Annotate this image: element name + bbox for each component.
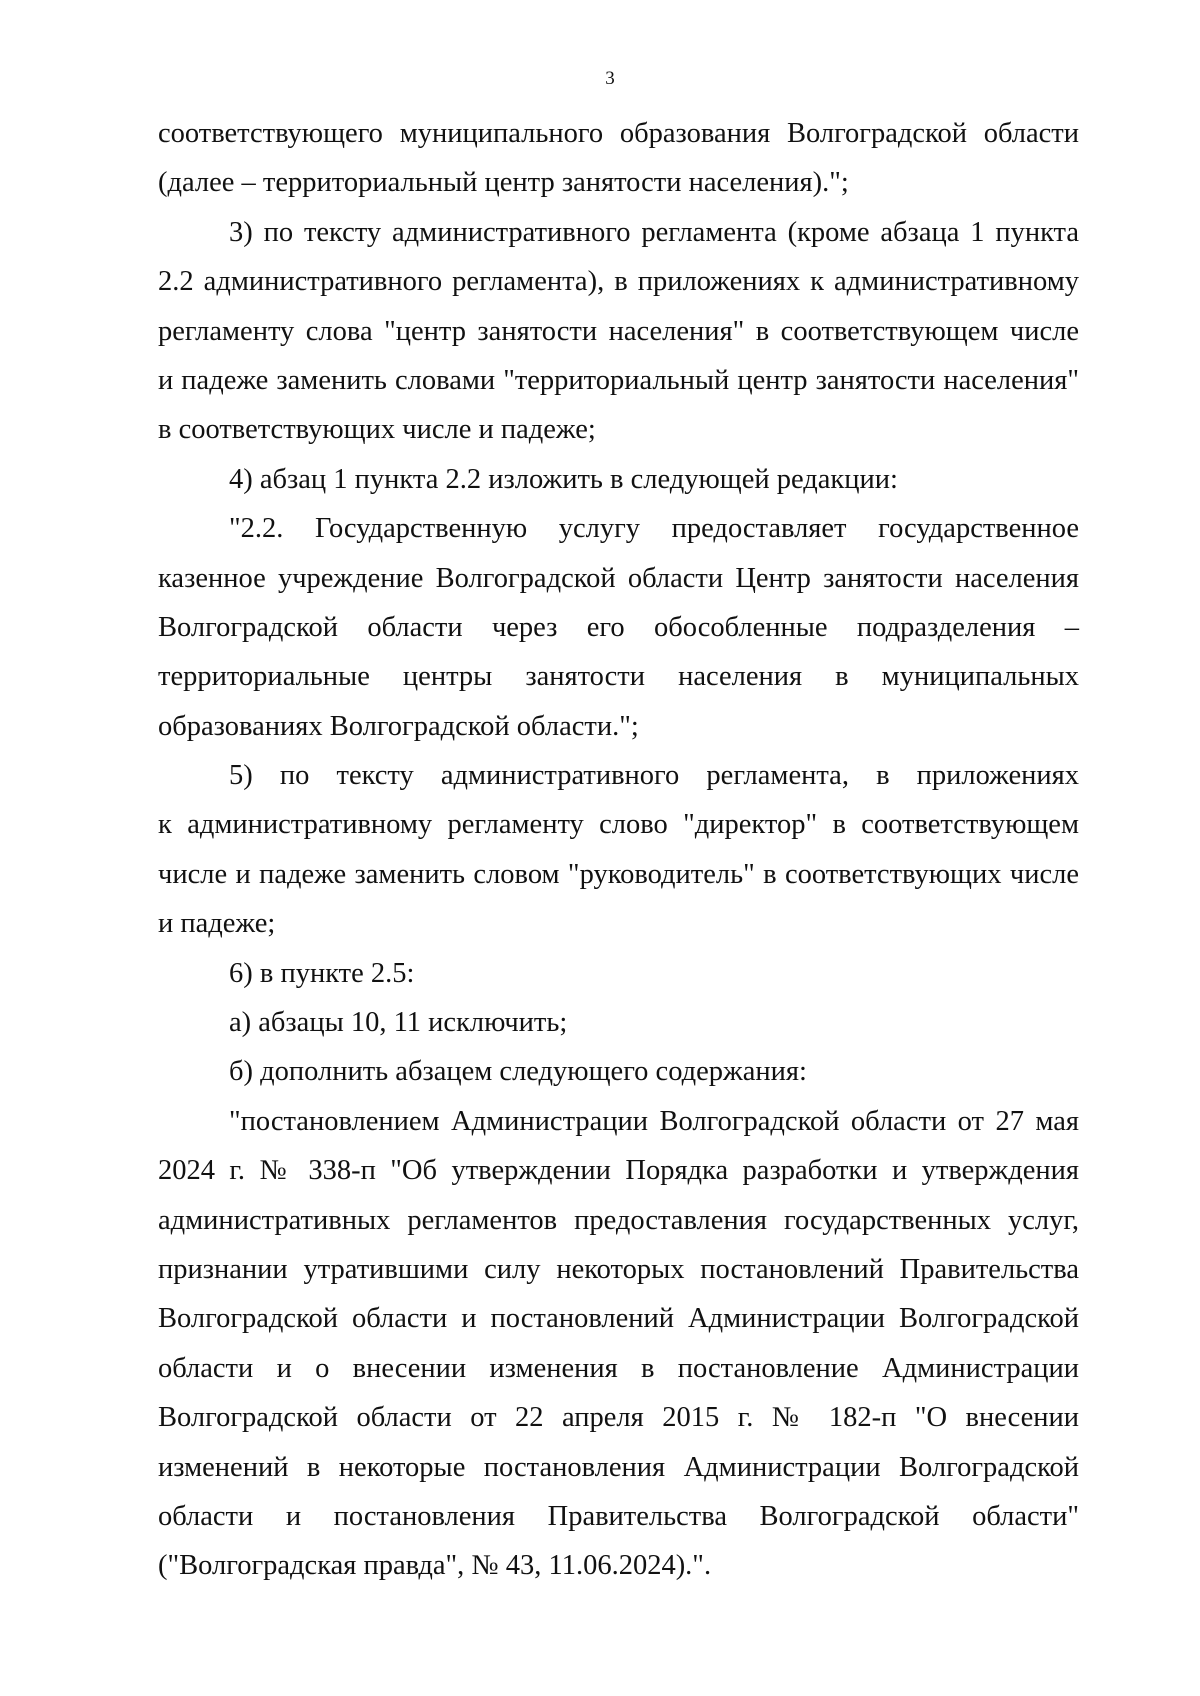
text-line: области и постановления Правительства Волгоградской области" bbox=[158, 1500, 1079, 1532]
text-line: и падеже; bbox=[158, 908, 276, 940]
text-line: Волгоградской области через его обособленные подразделения – bbox=[158, 611, 1079, 643]
text-line: в соответствующих числе и падеже; bbox=[158, 414, 596, 446]
page-number: 3 bbox=[605, 68, 615, 89]
text-line: 6) в пункте 2.5: bbox=[229, 957, 415, 989]
text-line: (далее – территориальный центр занятости населения)."; bbox=[158, 167, 849, 199]
text-line: изменений в некоторые постановления Администрации Волгоградской bbox=[158, 1451, 1079, 1483]
text-line: Волгоградской области от 22 апреля 2015 г. № 182-п "О внесении bbox=[158, 1402, 1079, 1434]
text-line: 4) абзац 1 пункта 2.2 изложить в следующей редакции: bbox=[229, 463, 898, 495]
text-line: 2024 г. № 338-п "Об утверждении Порядка разработки и утверждения bbox=[158, 1155, 1079, 1187]
text-line: "постановлением Администрации Волгоградской области от 27 мая bbox=[229, 1105, 1079, 1137]
text-line: административных регламентов предоставления государственных услуг, bbox=[158, 1204, 1079, 1236]
text-line: области и о внесении изменения в постановление Администрации bbox=[158, 1352, 1079, 1384]
text-line: к административному регламенту слово "директор" в соответствующем bbox=[158, 809, 1079, 841]
text-line: а) абзацы 10, 11 исключить; bbox=[229, 1007, 568, 1039]
text-line: Волгоградской области и постановлений Администрации Волгоградской bbox=[158, 1303, 1079, 1335]
text-line: числе и падеже заменить словом "руководитель" в соответствующих числе bbox=[158, 858, 1079, 890]
text-line: 2.2 административного регламента), в приложениях к административному bbox=[158, 266, 1079, 298]
text-line: 3) по тексту административного регламента (кроме абзаца 1 пункта bbox=[229, 216, 1079, 248]
text-line: ("Волгоградская правда", № 43, 11.06.2024).". bbox=[158, 1550, 712, 1582]
text-line: регламенту слова "центр занятости населения" в соответствующем числе bbox=[158, 315, 1079, 347]
text-line: образованиях Волгоградской области."; bbox=[158, 710, 639, 742]
text-line: казенное учреждение Волгоградской области Центр занятости населения bbox=[158, 562, 1079, 594]
text-line: признании утратившими силу некоторых постановлений Правительства bbox=[158, 1253, 1079, 1285]
text-line: 5) по тексту административного регламента, в приложениях bbox=[229, 760, 1079, 792]
document-body bbox=[158, 109, 1079, 1591]
text-line: территориальные центры занятости населения в муниципальных bbox=[158, 661, 1079, 693]
text-line: "2.2. Государственную услугу предоставляет государственное bbox=[229, 513, 1079, 545]
text-line: и падеже заменить словами "территориальный центр занятости населения" bbox=[158, 364, 1079, 396]
text-line: б) дополнить абзацем следующего содержания: bbox=[229, 1056, 807, 1088]
text-line: соответствующего муниципального образования Волгоградской области bbox=[158, 118, 1079, 149]
